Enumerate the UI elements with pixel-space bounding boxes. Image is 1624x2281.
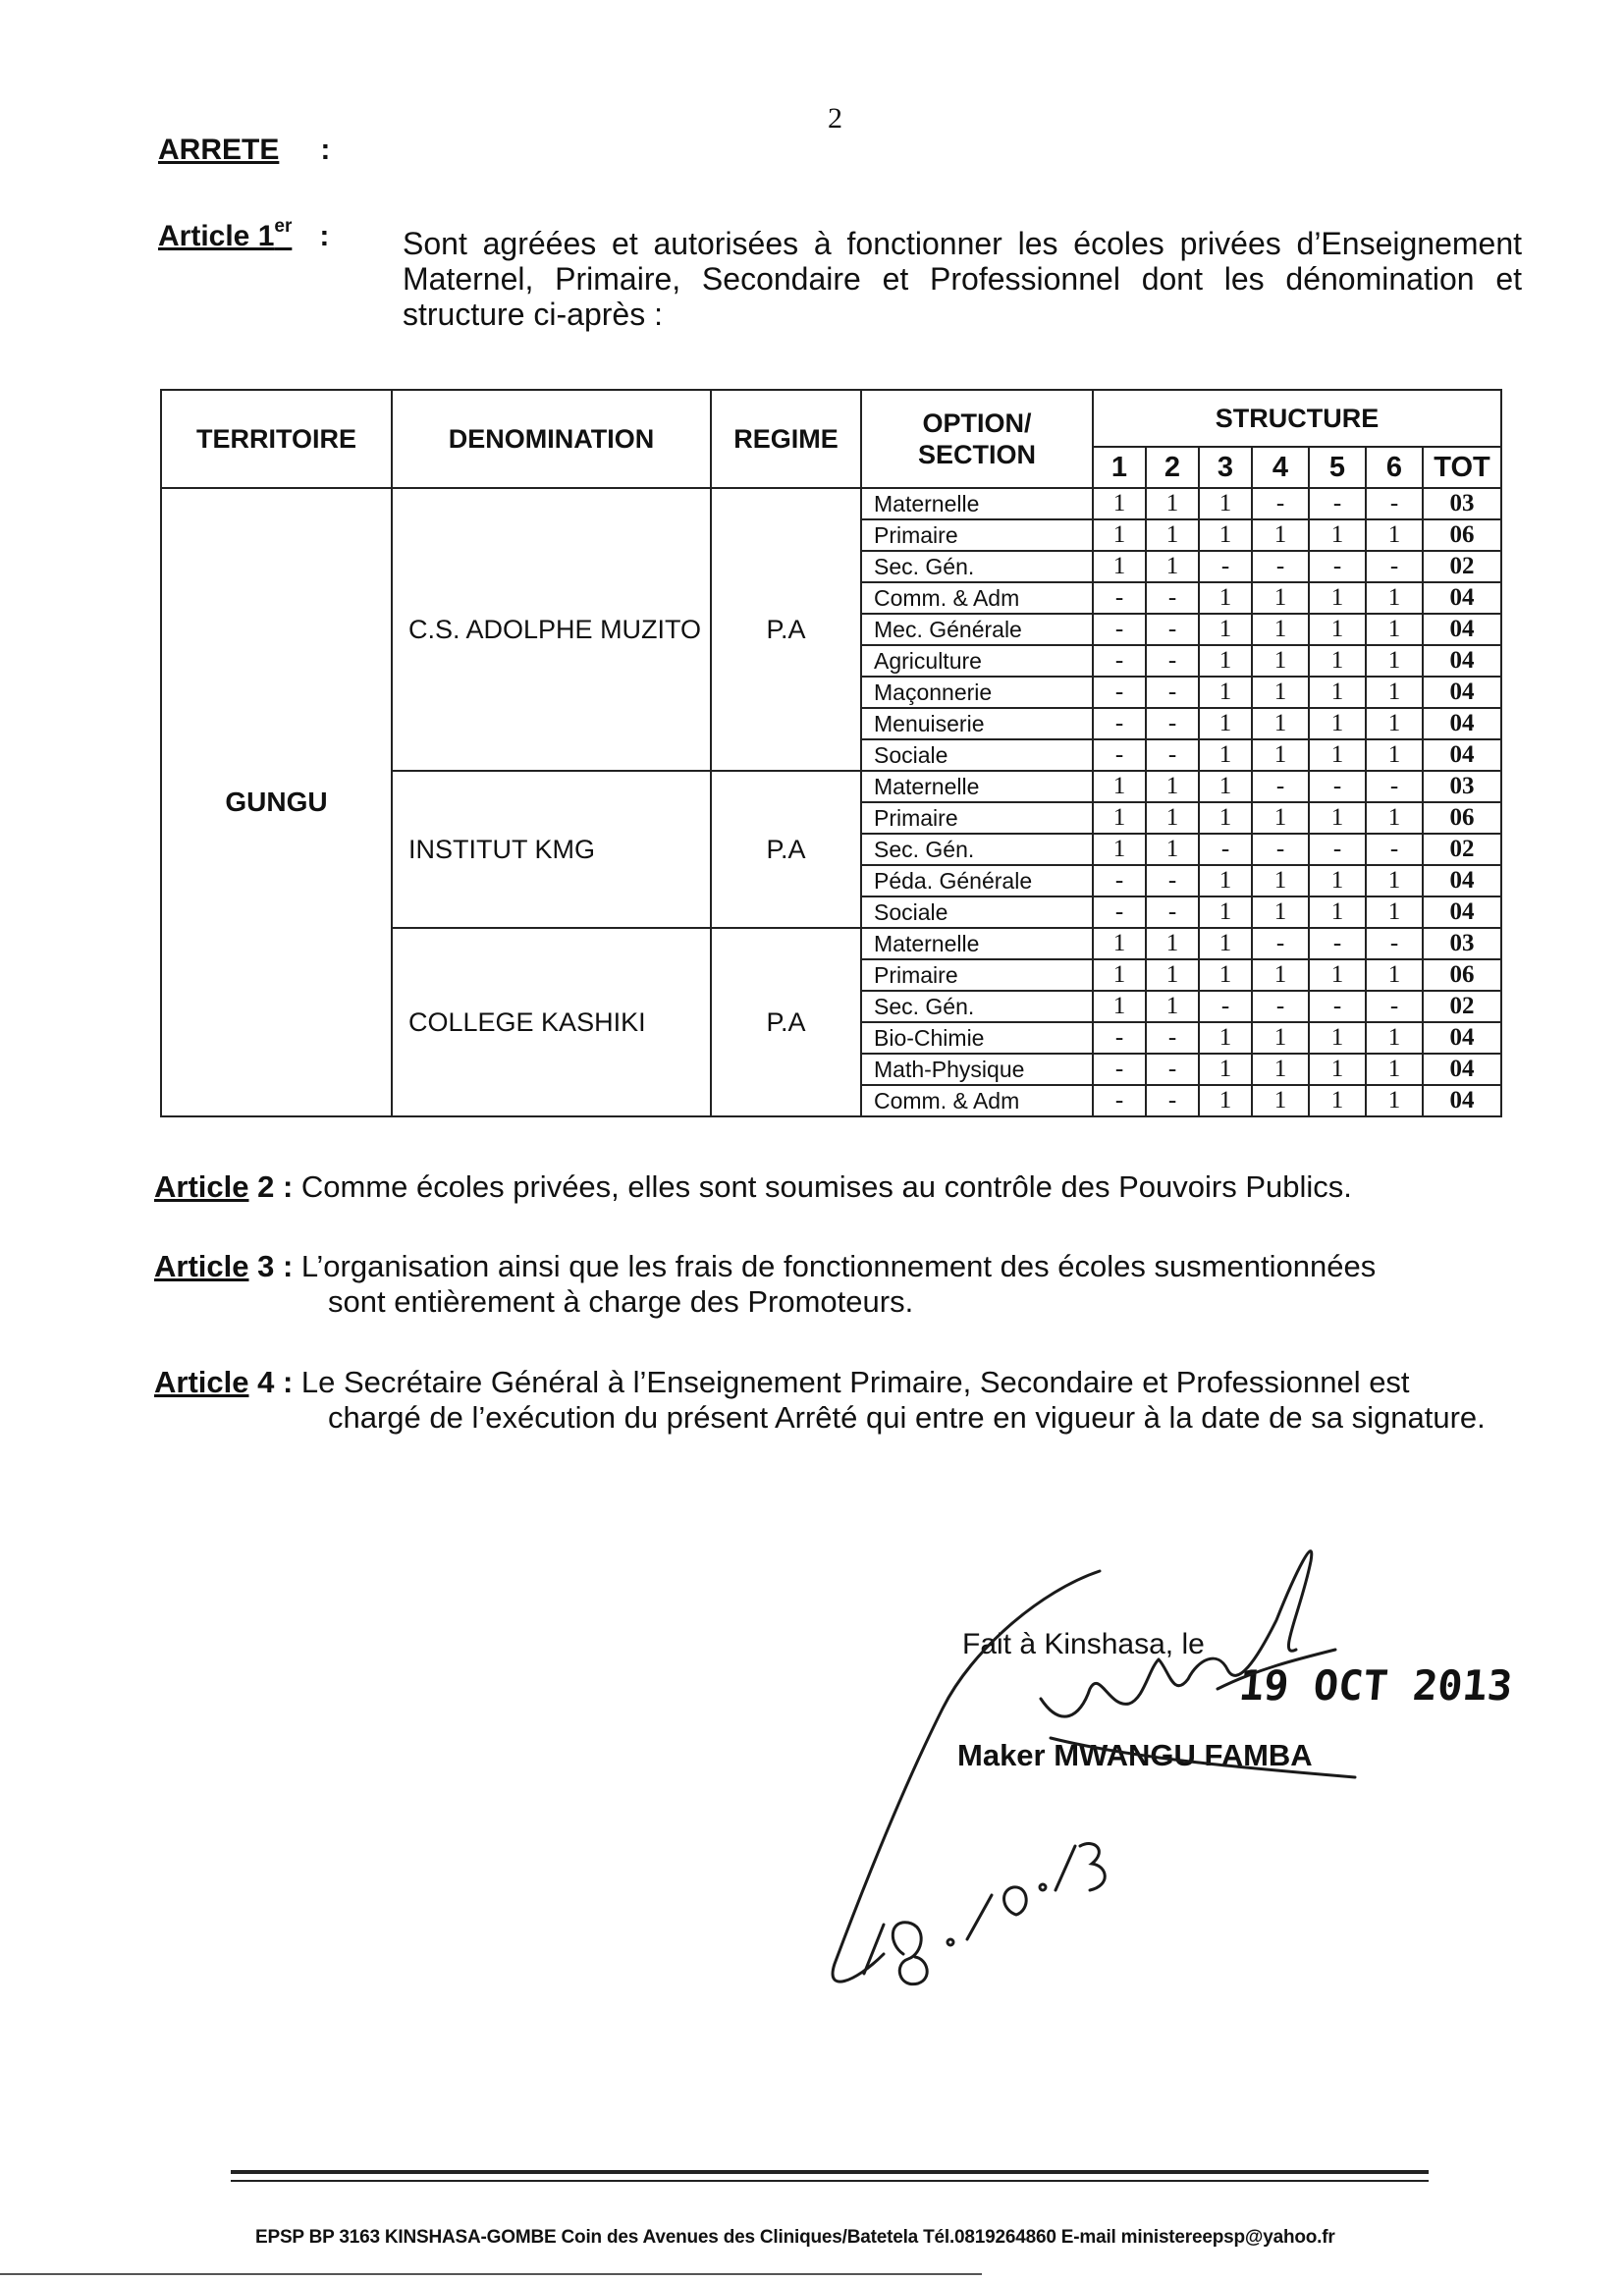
article4-num: 4 : [248,1365,294,1399]
structure-cell: 1 [1309,959,1366,991]
structure-cell: 1 [1146,959,1199,991]
structure-cell: 1 [1199,677,1252,708]
structure-cell: - [1309,834,1366,865]
structure-cell: 1 [1366,614,1423,645]
option-cell: Primaire [861,802,1093,834]
structure-cell: - [1366,771,1423,802]
option-cell: Sociale [861,739,1093,771]
option-cell: Menuiserie [861,708,1093,739]
structure-cell: 1 [1309,802,1366,834]
article2-num: 2 : [248,1169,294,1204]
structure-cell: 1 [1309,677,1366,708]
option-cell: Comm. & Adm [861,1085,1093,1116]
structure-cell: - [1252,771,1309,802]
structure-cell: 1 [1252,739,1309,771]
arrete-colon: : [320,134,331,166]
article4 [154,1365,1519,1436]
structure-cell: 1 [1252,677,1309,708]
structure-cell: - [1146,1085,1199,1116]
total-cell: 02 [1423,834,1501,865]
option-cell: Agriculture [861,645,1093,677]
structure-cell: - [1146,582,1199,614]
structure-cell: 1 [1309,614,1366,645]
structure-cell: 1 [1199,739,1252,771]
total-cell: 04 [1423,1022,1501,1054]
header-col-tot: TOT [1423,447,1501,488]
total-cell: 06 [1423,802,1501,834]
structure-cell: - [1093,739,1146,771]
total-cell: 02 [1423,551,1501,582]
total-cell: 04 [1423,896,1501,928]
structure-cell: - [1093,645,1146,677]
structure-cell: - [1146,1022,1199,1054]
structure-cell: 1 [1199,582,1252,614]
article3-num: 3 : [248,1249,294,1283]
structure-cell: 1 [1146,771,1199,802]
total-cell: 06 [1423,959,1501,991]
header-col-3: 3 [1199,447,1252,488]
total-cell: 04 [1423,708,1501,739]
signer-name: Maker MWANGU FAMBA [957,1738,1313,1772]
total-cell: 04 [1423,739,1501,771]
structure-cell: - [1309,771,1366,802]
structure-cell: 1 [1093,551,1146,582]
structure-cell: 1 [1366,708,1423,739]
structure-cell: 1 [1366,582,1423,614]
total-cell: 03 [1423,771,1501,802]
option-cell: Sec. Gén. [861,551,1093,582]
structure-cell: 1 [1199,708,1252,739]
structure-cell: 1 [1252,865,1309,896]
structure-cell: - [1093,582,1146,614]
structure-cell: 1 [1146,928,1199,959]
structure-table [160,389,1502,1117]
school-regime: P.A [711,928,861,1116]
article2-label: Article [154,1169,249,1204]
bottom-rule [0,2273,982,2275]
structure-cell: - [1146,708,1199,739]
structure-cell: 1 [1093,488,1146,519]
structure-cell: 1 [1199,1022,1252,1054]
header-option: OPTION/ SECTION [861,390,1093,488]
school-name: INSTITUT KMG [392,771,711,928]
structure-cell: 1 [1309,1085,1366,1116]
article1-label-text: Article 1 [158,220,275,252]
article2-text: Comme écoles privées, elles sont soumises au contrôle des Pouvoirs Publics. [293,1169,1352,1204]
total-cell: 04 [1423,645,1501,677]
structure-cell: 1 [1146,488,1199,519]
structure-cell: - [1252,551,1309,582]
structure-cell: - [1366,991,1423,1022]
header-col-2: 2 [1146,447,1199,488]
total-cell: 06 [1423,519,1501,551]
school-name: C.S. ADOLPHE MUZITO [392,488,711,771]
structure-cell: 1 [1366,896,1423,928]
total-cell: 04 [1423,582,1501,614]
total-cell: 04 [1423,677,1501,708]
header-col-1: 1 [1093,447,1146,488]
arrete-label: ARRETE [158,134,280,166]
structure-cell: 1 [1252,1085,1309,1116]
structure-cell: - [1093,1085,1146,1116]
structure-cell: 1 [1252,802,1309,834]
structure-cell: - [1252,928,1309,959]
total-cell: 03 [1423,928,1501,959]
page-number: 2 [828,102,842,135]
article4-label: Article [154,1365,249,1399]
article1-colon: : [319,220,330,252]
structure-cell: - [1093,1054,1146,1085]
structure-cell: 1 [1366,739,1423,771]
total-cell: 04 [1423,614,1501,645]
structure-cell: 1 [1252,708,1309,739]
structure-cell: 1 [1252,614,1309,645]
option-cell: Sec. Gén. [861,991,1093,1022]
option-cell: Maternelle [861,771,1093,802]
structure-cell: 1 [1366,519,1423,551]
total-cell: 02 [1423,991,1501,1022]
structure-cell: 1 [1199,519,1252,551]
structure-cell: - [1199,834,1252,865]
footer-rule-thin [231,2180,1429,2182]
structure-cell: - [1309,488,1366,519]
structure-cell: 1 [1309,582,1366,614]
structure-cell: 1 [1199,614,1252,645]
structure-cell: - [1309,551,1366,582]
structure-cell: 1 [1309,1054,1366,1085]
structure-cell: - [1093,896,1146,928]
structure-cell: - [1146,865,1199,896]
option-cell: Péda. Générale [861,865,1093,896]
territoire-cell: GUNGU [161,488,392,1116]
structure-cell: 1 [1252,1022,1309,1054]
structure-cell: - [1146,677,1199,708]
structure-cell: - [1366,551,1423,582]
option-cell: Primaire [861,959,1093,991]
article3-text2: sont entièrement à charge des Promoteurs. [328,1284,914,1319]
structure-cell: 1 [1309,645,1366,677]
structure-cell: 1 [1146,519,1199,551]
option-cell: Sociale [861,896,1093,928]
structure-cell: - [1366,928,1423,959]
option-cell: Comm. & Adm [861,582,1093,614]
structure-cell: 1 [1309,708,1366,739]
structure-cell: - [1366,834,1423,865]
structure-cell: - [1252,488,1309,519]
structure-cell: 1 [1252,645,1309,677]
school-regime: P.A [711,771,861,928]
option-cell: Sec. Gén. [861,834,1093,865]
structure-cell: 1 [1093,802,1146,834]
structure-cell: 1 [1309,519,1366,551]
option-cell: Maçonnerie [861,677,1093,708]
structure-cell: 1 [1199,1054,1252,1085]
article3-label: Article [154,1249,249,1283]
structure-cell: 1 [1146,834,1199,865]
article1-sup: er [274,216,293,237]
structure-cell: 1 [1366,677,1423,708]
article2 [154,1169,1529,1205]
structure-cell: - [1252,834,1309,865]
structure-cell: 1 [1093,519,1146,551]
option-cell: Maternelle [861,928,1093,959]
article3 [154,1249,1529,1320]
option-cell: Maternelle [861,488,1093,519]
structure-cell: - [1093,1022,1146,1054]
article4-text1: Le Secrétaire Général à l’Enseignement Primaire, Secondaire et Professionnel est [293,1365,1410,1399]
footer-rule [231,2170,1429,2174]
structure-cell: - [1146,1054,1199,1085]
total-cell: 04 [1423,1054,1501,1085]
structure-cell: 1 [1366,959,1423,991]
structure-cell: 1 [1093,771,1146,802]
structure-cell: 1 [1146,802,1199,834]
school-name: COLLEGE KASHIKI [392,928,711,1116]
structure-cell: - [1093,677,1146,708]
footer-address: EPSP BP 3163 KINSHASA-GOMBE Coin des Avenues des Cliniques/Batetela Tél.0819264860 E-mail ministereepsp@yahoo.fr [255,2227,1335,2248]
structure-cell: - [1093,614,1146,645]
structure-cell: - [1199,551,1252,582]
structure-cell: 1 [1199,645,1252,677]
article1-text: Sont agréées et autorisées à fonctionner les écoles privées d’Enseignement Maternel, Primaire, Secondaire et Professionnel dont les dénomination et structure ci-après : [403,226,1522,332]
structure-cell: - [1093,865,1146,896]
structure-cell: 1 [1252,959,1309,991]
structure-cell: 1 [1366,1085,1423,1116]
total-cell: 03 [1423,488,1501,519]
date-stamp: 19 OCT 2013 [1236,1661,1515,1710]
article3-text1: L’organisation ainsi que les frais de fonctionnement des écoles susmentionnées [293,1249,1377,1283]
handwritten-date [864,1844,1105,1984]
structure-cell: 1 [1252,896,1309,928]
structure-cell: - [1366,488,1423,519]
structure-cell: 1 [1252,582,1309,614]
structure-cell: - [1146,896,1199,928]
total-cell: 04 [1423,1085,1501,1116]
structure-cell: 1 [1199,865,1252,896]
article1-label [158,216,329,253]
structure-cell: 1 [1146,551,1199,582]
option-cell: Bio-Chimie [861,1022,1093,1054]
structure-cell: 1 [1309,739,1366,771]
structure-cell: - [1252,991,1309,1022]
header-territoire: TERRITOIRE [161,390,392,488]
header-structure: STRUCTURE [1093,390,1501,447]
structure-cell: 1 [1366,802,1423,834]
structure-cell: 1 [1309,865,1366,896]
structure-cell: 1 [1252,1054,1309,1085]
option-cell: Math-Physique [861,1054,1093,1085]
structure-cell: 1 [1366,1022,1423,1054]
structure-cell: - [1146,739,1199,771]
article4-text2: chargé de l’exécution du présent Arrêté qui entre en vigueur à la date de sa signature. [328,1400,1486,1435]
structure-cell: 1 [1366,1054,1423,1085]
structure-cell: - [1199,991,1252,1022]
structure-cell: 1 [1093,834,1146,865]
header-col-4: 4 [1252,447,1309,488]
structure-cell: 1 [1093,928,1146,959]
structure-cell: - [1146,645,1199,677]
structure-cell: 1 [1199,896,1252,928]
header-denomination: DENOMINATION [392,390,711,488]
structure-cell: 1 [1146,991,1199,1022]
option-cell: Primaire [861,519,1093,551]
structure-cell: - [1093,708,1146,739]
header-col-5: 5 [1309,447,1366,488]
structure-cell: 1 [1252,519,1309,551]
structure-cell: 1 [1309,896,1366,928]
structure-cell: 1 [1199,771,1252,802]
structure-cell: - [1309,991,1366,1022]
school-regime: P.A [711,488,861,771]
table-row [161,488,1501,519]
structure-cell: 1 [1199,959,1252,991]
structure-cell: 1 [1199,488,1252,519]
structure-cell: - [1146,614,1199,645]
structure-cell: 1 [1093,959,1146,991]
structure-cell: 1 [1366,865,1423,896]
structure-cell: 1 [1309,1022,1366,1054]
arrete-heading [158,134,330,167]
option-cell: Mec. Générale [861,614,1093,645]
place-date: Fait à Kinshasa, le [962,1628,1205,1660]
header-col-6: 6 [1366,447,1423,488]
structure-cell: - [1309,928,1366,959]
structure-cell: 1 [1093,991,1146,1022]
structure-cell: 1 [1366,645,1423,677]
structure-cell: 1 [1199,802,1252,834]
header-regime: REGIME [711,390,861,488]
structure-cell: 1 [1199,1085,1252,1116]
structure-cell: 1 [1199,928,1252,959]
total-cell: 04 [1423,865,1501,896]
